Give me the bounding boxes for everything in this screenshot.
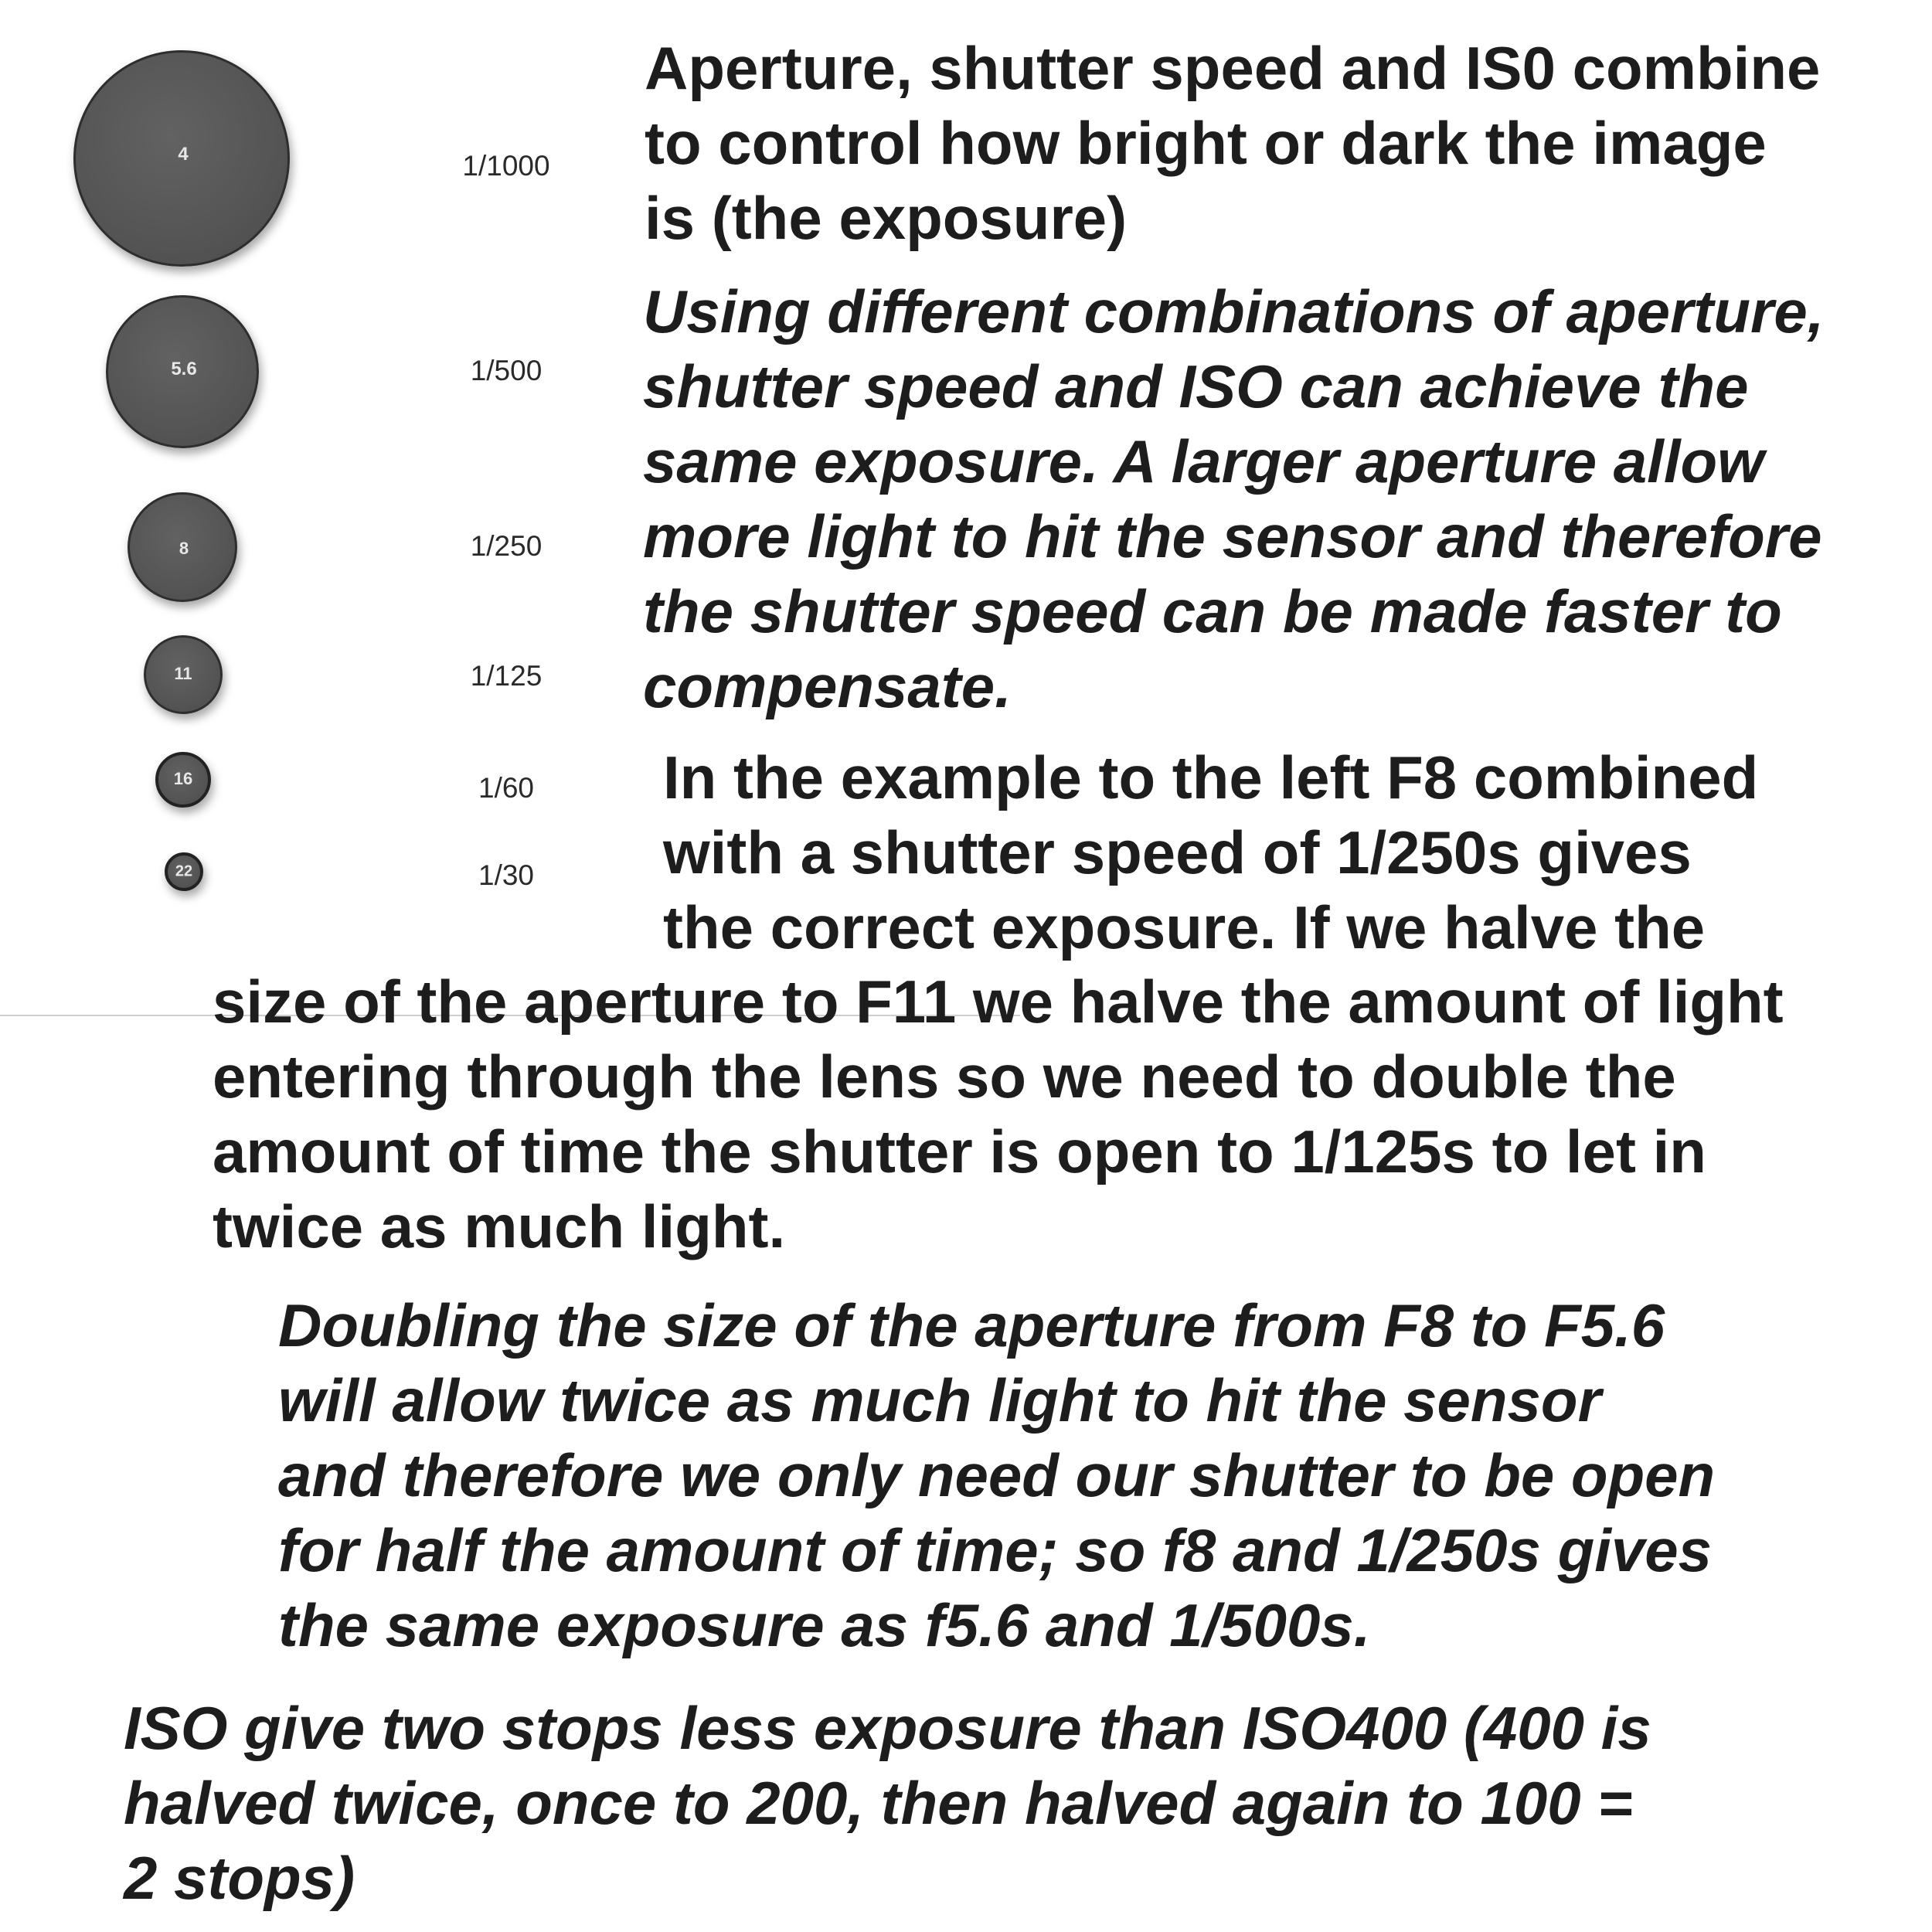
example-paragraph-bottom: size of the aperture to F11 we halve the amount of light entering through the lens so we need to double the amount of time the shutter is open to 1/125s to let in twice as much light. xyxy=(213,968,1784,1260)
aperture-label-f11: 11 xyxy=(174,664,192,683)
aperture-label-f8: 8 xyxy=(179,539,189,558)
shutter-speed-1-60: 1/60 xyxy=(478,772,535,804)
shutter-speed-1-250: 1/250 xyxy=(470,530,543,562)
shutter-speed-1-500: 1/500 xyxy=(470,355,543,386)
aperture-label-f4: 4 xyxy=(178,144,189,165)
combinations-paragraph: Using different combinations of aperture, shutter speed and ISO can achieve the same exposure. A larger aperture allow more light to hit the sensor and therefore the shutter speed can be made faster to compensate. xyxy=(643,277,1825,720)
aperture-label-f5-6: 5.6 xyxy=(171,359,197,379)
example-paragraph-top: In the example to the left F8 combined with a shutter speed of 1/250s gives the correct exposure. If we halve the xyxy=(663,743,1759,961)
shutter-speed-1-30: 1/30 xyxy=(478,859,535,891)
iso-paragraph: ISO give two stops less exposure than ISO400 (400 is halved twice, once to 200, then halved again to 100 = 2 stops) xyxy=(124,1694,1651,1912)
shutter-speed-1-1000: 1/1000 xyxy=(462,150,550,182)
shutter-speed-1-125: 1/125 xyxy=(470,660,543,692)
aperture-label-f16: 16 xyxy=(173,769,193,788)
aperture-label-f22: 22 xyxy=(175,862,193,880)
intro-paragraph: Aperture, shutter speed and IS0 combine to control how bright or dark the image is (the exposure) xyxy=(645,34,1821,252)
doubling-paragraph: Doubling the size of the aperture from F8 to F5.6 will allow twice as much light to hit the sensor and therefore we only need our shutter to be open for half the amount of time; so f8 and 1/250s gives the same exposure as f5.6 and 1/500s. xyxy=(278,1291,1716,1659)
